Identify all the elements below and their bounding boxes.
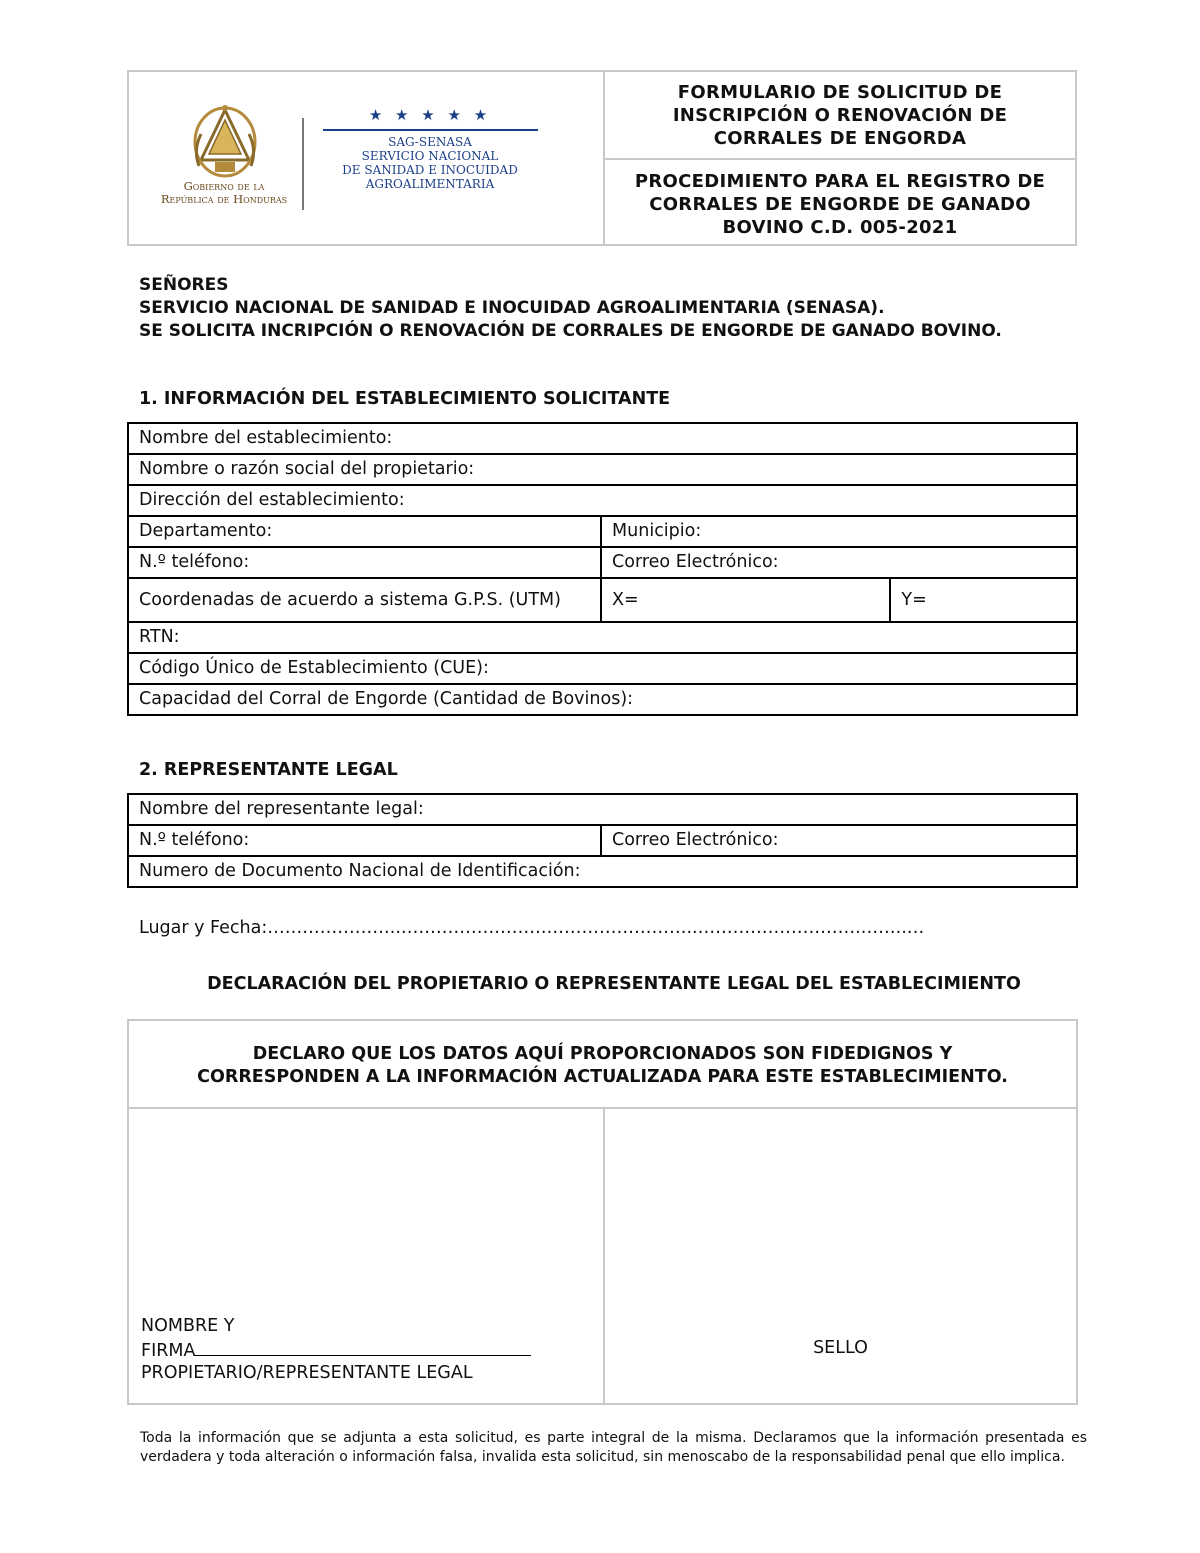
procedure-title-line-3: BOVINO C.D. 005-2021 [722, 217, 958, 238]
senasa-line-1: SAG-SENASA [388, 135, 472, 149]
email-field[interactable]: Correo Electrónico: [601, 547, 1077, 578]
place-date-field[interactable]: Lugar y Fecha:…………………..…………………….……………………..……………………….……..… [139, 918, 925, 938]
capacity-field[interactable]: Capacidad del Corral de Engorde (Cantidad de Bovinos): [128, 684, 1077, 715]
section-2-title: 2. REPRESENTANTE LEGAL [139, 760, 398, 780]
footer-note: Toda la información que se adjunta a esta solicitud, es parte integral de la misma. Declaramos que la información presentada es verdadera y toda alteración o información falsa, invalida esta solicitud, sin menoscabo de la responsabilidad penal que ello implica. [140, 1430, 1087, 1465]
id-number-field[interactable]: Numero de Documento Nacional de Identificación: [128, 856, 1077, 887]
form-title-line-3: CORRALES DE ENGORDA [713, 128, 967, 149]
document-header [127, 70, 1077, 246]
owner-name-field[interactable]: Nombre o razón social del propietario: [128, 454, 1077, 485]
signature-label-line-3: PROPIETARIO/REPRESENTANTE LEGAL [141, 1363, 473, 1383]
logo-separator [302, 118, 304, 210]
stars-icon: ★ ★ ★ ★ ★ [368, 106, 492, 124]
coord-x-field[interactable]: X= [601, 578, 890, 622]
intro-block [139, 274, 1087, 343]
declaration-statement [129, 1043, 1076, 1089]
signature-area[interactable] [141, 1315, 531, 1385]
intro-line-3: SE SOLICITA INCRIPCIÓN O RENOVACIÓN DE CORRALES DE ENGORDE DE GANADO BOVINO. [139, 321, 1002, 341]
declaration-box [127, 1019, 1078, 1405]
procedure-title-line-2: CORRALES DE ENGORDE DE GANADO [649, 194, 1031, 215]
signature-line[interactable] [195, 1338, 531, 1356]
senasa-logo [315, 96, 545, 191]
procedure-title-line-1: PROCEDIMIENTO PARA EL REGISTRO DE [634, 171, 1046, 192]
phone-field[interactable]: N.º teléfono: [128, 547, 601, 578]
declaration-divider-vertical [603, 1109, 605, 1403]
header-divider-horizontal [605, 158, 1075, 160]
rtn-field[interactable]: RTN: [128, 622, 1077, 653]
seal-area[interactable]: SELLO [813, 1338, 868, 1358]
form-title [605, 81, 1075, 150]
senasa-rule [323, 129, 538, 131]
honduras-coat-of-arms-icon [189, 104, 261, 180]
senasa-line-3: DE SANIDAD E INOCUIDAD [342, 163, 518, 177]
government-logo-line-1: Gobierno de la [183, 179, 265, 193]
signature-label-line-1: NOMBRE Y [141, 1316, 235, 1336]
representative-name-field[interactable]: Nombre del representante legal: [128, 794, 1077, 825]
establishment-info-table [127, 422, 1078, 716]
government-logo-text [149, 180, 299, 206]
intro-line-1: SEÑORES [139, 275, 229, 295]
procedure-title [605, 170, 1075, 239]
coord-y-field[interactable]: Y= [890, 578, 1077, 622]
senasa-line-4: AGROALIMENTARIA [365, 177, 495, 191]
intro-line-2: SERVICIO NACIONAL DE SANIDAD E INOCUIDAD AGROALIMENTARIA (SENASA). [139, 298, 885, 318]
coordinates-label: Coordenadas de acuerdo a sistema G.P.S. (UTM) [128, 578, 601, 622]
municipality-field[interactable]: Municipio: [601, 516, 1077, 547]
government-logo-line-2: República de Honduras [160, 192, 288, 206]
address-field[interactable]: Dirección del establecimiento: [128, 485, 1077, 516]
representative-email-field[interactable]: Correo Electrónico: [601, 825, 1077, 856]
declaration-statement-line-1: DECLARO QUE LOS DATOS AQUÍ PROPORCIONADOS SON FIDEDIGNOS Y [252, 1044, 953, 1064]
representative-phone-field[interactable]: N.º teléfono: [128, 825, 601, 856]
section-1-title: 1. INFORMACIÓN DEL ESTABLECIMIENTO SOLICITANTE [139, 389, 671, 409]
senasa-line-2: SERVICIO NACIONAL [361, 149, 499, 163]
form-title-line-1: FORMULARIO DE SOLICITUD DE [677, 82, 1003, 103]
declaration-statement-line-2: CORRESPONDEN A LA INFORMACIÓN ACTUALIZADA PARA ESTE ESTABLECIMIENTO. [197, 1067, 1008, 1087]
establishment-name-field[interactable]: Nombre del establecimiento: [128, 423, 1077, 454]
logo-area [149, 96, 569, 218]
department-field[interactable]: Departamento: [128, 516, 601, 547]
signature-label-line-2: FIRMA [141, 1340, 196, 1361]
declaration-title: DECLARACIÓN DEL PROPIETARIO O REPRESENTANTE LEGAL DEL ESTABLECIMIENTO [207, 974, 1021, 994]
legal-representative-table [127, 793, 1078, 888]
form-title-line-2: INSCRIPCIÓN O RENOVACIÓN DE [672, 105, 1008, 126]
cue-field[interactable]: Código Único de Establecimiento (CUE): [128, 653, 1077, 684]
